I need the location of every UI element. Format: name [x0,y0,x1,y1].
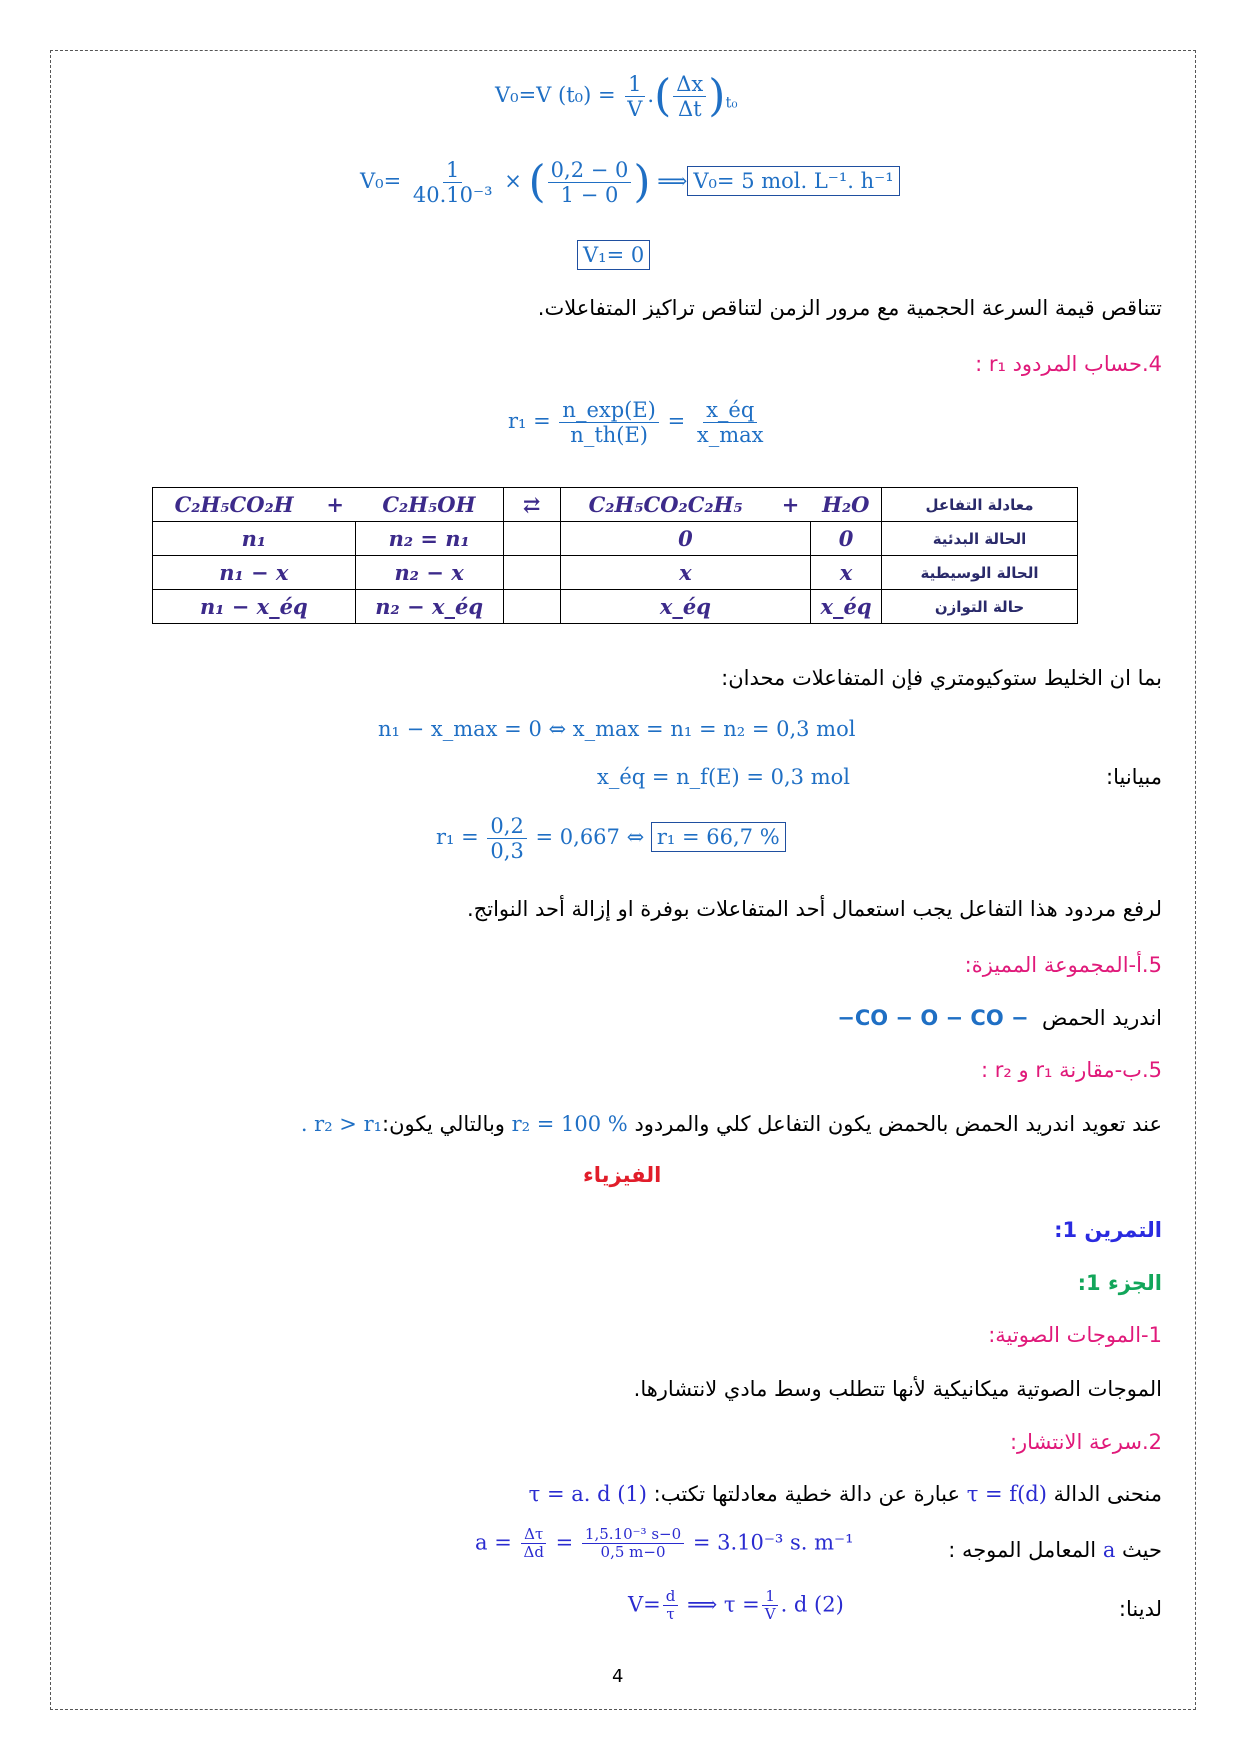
v-left: V= [628,1592,661,1617]
anhydride-label: اندريد الحمض [1041,1006,1162,1030]
we-have-label: لدينا: [1118,1597,1162,1621]
sound-text: الموجات الصوتية ميكانيكية لأنها تتطلب وسط مادي لانتشارها. [633,1377,1162,1401]
frac-den: V [764,1605,776,1624]
frac-num: 1,5.10⁻³ s−0 [582,1526,684,1544]
r1-formula [508,398,769,447]
slope-calculation [475,1526,854,1562]
frac-den: 40.10⁻³ [412,183,493,208]
stoich-text: بما ان الخليط ستوكيومتري فإن المتفاعلات محدان: [721,666,1162,690]
r2-value: r₂ = 100 % [511,1112,628,1136]
frac-den: Δd [523,1543,544,1562]
r1-calculation [436,814,786,863]
table-row-label: الحالة البدئية [882,522,1078,556]
table-cell [503,522,560,556]
r-compare: . r₂ > r₁ [300,1112,383,1136]
table-cell: x_éq [560,590,810,624]
q5b-title-text: 5.ب-مقارنة [1059,1058,1162,1082]
slope-text: المعامل الموجه : [948,1538,1097,1562]
table-cell: n₁ − x_éq [153,590,356,624]
dx: Δx [673,72,706,97]
part1-heading: الجزء 1: [1077,1271,1162,1295]
raise-yield-text: لرفع مردود هذا التفاعل يجب استعمال أحد المتفاعلات بوفرة او إزالة أحد النواتج. [467,897,1162,921]
frac-num: x_éq [703,398,757,423]
t0-sub: t₀ [725,93,738,112]
frac-den: τ [666,1605,675,1624]
table-cell [503,556,560,590]
r1-calc-right: = 0,667 ⇔ [535,825,645,850]
table-cell: x_éq [811,590,882,624]
sound-title: 1-الموجات الصوتية: [988,1323,1162,1347]
table-cell: 0 [560,522,810,556]
frac-num: 1 [443,158,462,183]
r1-left: r₁ = [508,409,551,434]
speed-title: 2.سرعة الانتشار: [1009,1430,1162,1454]
table-header-row [153,488,1078,522]
frac-den: V [627,97,643,122]
frac-num: n_exp(E) [559,398,658,423]
table-cell: n₁ [153,522,356,556]
frac-den: 0,5 m−0 [600,1543,666,1562]
curve-line [440,1482,1162,1506]
curve-text-b: عبارة عن دالة خطية معادلتها تكتب: [653,1482,961,1506]
table-header-label: معادلة التفاعل [882,488,1078,522]
graphically-label: مبيانيا: [1106,765,1162,789]
times: × [504,169,522,194]
frac-num: d [663,1588,679,1606]
table-row [153,522,1078,556]
v-mid: ⟹ τ = [687,1592,760,1617]
v0-calc-left: V₀= [360,169,402,194]
eq-sign: = [555,1530,574,1555]
page-number: 4 [612,1666,624,1687]
dt: Δt [677,97,702,122]
eq-plus: + [771,488,811,522]
v0-def-left: V₀=V (t₀) = [495,83,616,108]
frac-den: 1 − 0 [560,183,619,208]
eq-species-acid: C₂H₅CO₂H [153,488,316,522]
table-row-label: حالة التوازن [882,590,1078,624]
r1-calc-left: r₁ = [436,825,479,850]
table-cell: 0 [811,522,882,556]
table-cell: n₂ − x_éq [355,590,503,624]
eq-plus: + [315,488,355,522]
q5b-title [981,1058,1162,1082]
exercise1-heading: التمرين 1: [1054,1218,1162,1242]
where-text: حيث [1122,1538,1162,1562]
physics-heading: الفيزياء [583,1163,662,1187]
replace-text: عند تعويد اندريد الحمض بالحمض يكون التفاعل كلي والمردود [634,1112,1162,1136]
xmax-line: n₁ − x_max = 0 ⇔ x_max = n₁ = n₂ = 0,3 mol [378,717,856,741]
frac-den: 0,3 [490,839,524,864]
para-decrease: تتناقص قيمة السرعة الحجمية مع مرور الزمن لتناقص تراكيز المتفاعلات. [537,296,1162,320]
frac-den: n_th(E) [570,423,649,448]
eq-species-alcohol: C₂H₅OH [355,488,503,522]
frac-num: 0,2 [487,814,526,839]
frac-num: 0,2 − 0 [548,158,632,183]
eq-sign: = [667,409,686,434]
q5a-title: 5.أ-المجموعة المميزة: [964,953,1162,977]
q4-var: r₁ : [975,352,1006,376]
frac-den: x_max [696,423,764,448]
then-text: وبالتالي يكون: [382,1112,505,1136]
table-cell: x [811,556,882,590]
xeq-line: x_éq = n_f(E) = 0,3 mol [597,765,850,789]
a-var: a [1102,1538,1116,1562]
reaction-table [152,487,1078,624]
curve-text-a: منحنى الدالة [1053,1482,1162,1506]
group-formula: −CO − O − CO − [837,1006,1029,1030]
table-row [153,590,1078,624]
r1-result: r₁ = 66,7 % [651,822,786,852]
eq-species-water: H₂O [811,488,882,522]
table-cell: n₂ − x [355,556,503,590]
a-left: a = [475,1530,512,1555]
q4-title-text: 4.حساب المردود [1012,352,1162,376]
v0-definition: V₀=V (t₀) = $\frac{1}{V}$ .( $\frac{\Delta x}{\Delta t}$ )$_{t_0}$ [495,70,738,122]
table-cell [503,590,560,624]
speed-relation [628,1588,844,1624]
table-cell: x [560,556,810,590]
table-cell: n₂ = n₁ [355,522,503,556]
v0-result: V₀= 5 mol. L⁻¹. h⁻¹ [687,166,899,196]
table-cell: n₁ − x [153,556,356,590]
q4-title [975,352,1162,376]
v-right: . d (2) [780,1592,844,1617]
frac-num: Δτ [521,1526,546,1544]
frac-num: 1 [762,1588,778,1606]
q5b-vars: r₁ و r₂ : [981,1058,1053,1082]
eq-species-ester: C₂H₅CO₂C₂H₅ [560,488,770,522]
anhydride-line [837,1006,1162,1030]
tau-f: τ = f(d) [966,1482,1047,1506]
table-row-label: الحالة الوسيطية [882,556,1078,590]
v1-result: V₁= 0 [577,240,650,270]
dot: . [647,83,655,108]
v0-calculation: V₀= $\frac{1}{\text{40.10⁻³}}$ × ( $\frac{0,2 - 0}{1 - 0}$ ) ⟹ V₀= 5 mol. L⁻¹. h⁻¹ [360,158,900,207]
frac-num: 1 [625,72,644,97]
table-row [153,556,1078,590]
eq-arrow: ⇄ [503,488,560,522]
implies: ⟹ [657,169,688,194]
tau-line: τ = a. d (1) [528,1482,647,1506]
replace-line [150,1112,1162,1136]
a-result: = 3.10⁻³ s. m⁻¹ [692,1530,854,1555]
slope-label [948,1538,1162,1562]
